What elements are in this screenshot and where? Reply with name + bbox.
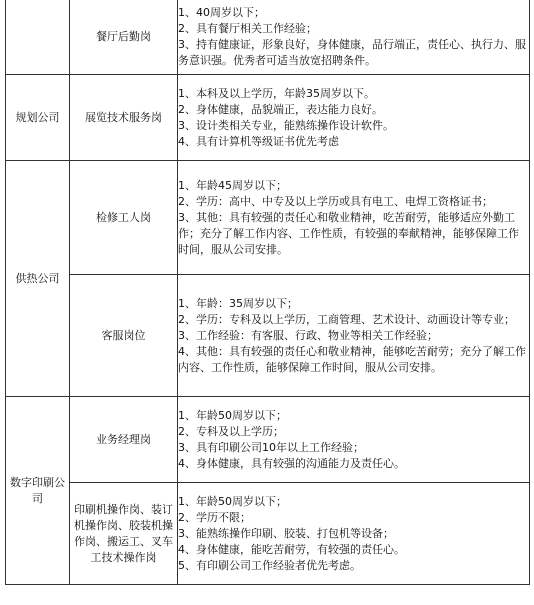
requirement-line: 3、设计类相关专业，能熟练操作设计软件。 (178, 118, 394, 132)
position-cell: 客服岗位 (70, 275, 178, 397)
requirement-line: 3、其他：具有较强的责任心和敬业精神，吃苦耐劳，能够适应外勤工作；充分了解工作内容、工作性质，有较强的奉献精神，能够保障工作时间，服从公司安排。 (178, 210, 519, 256)
requirement-line: 4、身体健康，能吃苦耐劳，有较强的责任心。 (178, 542, 405, 556)
position-cell: 印刷机操作岗、装订机操作岗、胶装机操作岗、搬运工、叉车工技术操作岗 (70, 483, 178, 585)
company-cell: 数字印刷公司 (6, 397, 70, 585)
requirement-line: 4、其他：具有较强的责任心和敬业精神，能够吃苦耐劳；充分了解工作内容、工作性质，能够保障工作时间，服从公司安排。 (178, 344, 526, 374)
requirements-cell (178, 75, 530, 161)
requirements-cell (178, 483, 530, 585)
position-cell: 展览技术服务岗 (70, 75, 178, 161)
requirement-line: 4、身体健康，具有较强的沟通能力及责任心。 (178, 456, 405, 470)
company-cell: 供热公司 (6, 161, 70, 397)
table-row (6, 0, 530, 75)
requirements-cell (178, 0, 530, 75)
requirement-line: 3、工作经验：有客服、行政、物业等相关工作经验； (178, 328, 438, 342)
table-row (6, 161, 530, 275)
requirements-cell (178, 275, 530, 397)
requirement-line: 4、具有计算机等级证书优先考虑 (178, 134, 339, 148)
company-cell: 规划公司 (6, 75, 70, 161)
requirement-line: 2、具有餐厅相关工作经验； (178, 21, 317, 35)
requirement-line: 1、年龄50周岁以下； (178, 408, 287, 422)
requirement-line: 3、具有印刷公司10年以上工作经验； (178, 440, 364, 454)
requirements-cell (178, 397, 530, 483)
table-row (6, 275, 530, 397)
position-cell: 餐厅后勤岗 (70, 0, 178, 75)
requirement-line: 5、有印刷公司工作经验者优先考虑。 (178, 558, 361, 572)
requirement-line: 1、年龄45周岁以下； (178, 178, 287, 192)
company-cell (6, 0, 70, 75)
requirement-line: 2、学历：专科及以上学历，工商管理、艺术设计、动画设计等专业； (178, 312, 515, 326)
position-cell: 业务经理岗 (70, 397, 178, 483)
table-row (6, 483, 530, 585)
table-row (6, 75, 530, 161)
requirement-line: 2、学历不限； (178, 510, 251, 524)
requirements-cell (178, 161, 530, 275)
requirement-line: 3、能熟练操作印刷、胶装、打包机等设备； (178, 526, 394, 540)
requirement-line: 1、年龄：35周岁以下； (178, 296, 298, 310)
requirement-line: 1、40周岁以下； (178, 5, 265, 19)
requirement-line: 2、专科及以上学历； (178, 424, 284, 438)
table-row (6, 397, 530, 483)
requirement-line: 2、身体健康，品貌端正，表达能力良好。 (178, 102, 383, 116)
requirement-line: 3、持有健康证，形象良好，身体健康，品行端正，责任心、执行力、服务意识强。优秀者可适当放宽招聘条件。 (178, 37, 526, 67)
recruitment-table (5, 0, 530, 585)
requirement-line: 2、学历：高中、中专及以上学历或具有电工、电焊工资格证书； (178, 194, 493, 208)
position-cell: 检修工人岗 (70, 161, 178, 275)
requirement-line: 1、年龄50周岁以下； (178, 494, 287, 508)
requirement-line: 1、本科及以上学历，年龄35周岁以下。 (178, 86, 375, 100)
